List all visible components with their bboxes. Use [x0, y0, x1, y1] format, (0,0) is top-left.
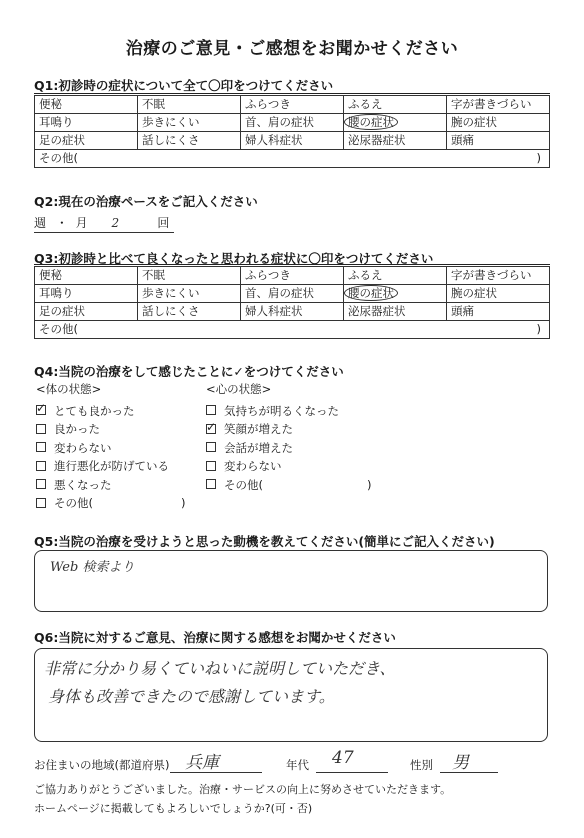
q3-cell-circled[interactable]	[344, 285, 447, 303]
q1-cell[interactable]: 頭痛	[447, 132, 550, 150]
q1-cell[interactable]: 首、肩の症状	[241, 114, 344, 132]
q4-mind-label: 変わらない	[224, 459, 282, 473]
gender-label: 性別	[410, 758, 433, 772]
q4-body-item[interactable]	[36, 402, 186, 421]
q4-body-label: 進行悪化が防げている	[54, 459, 169, 473]
q6-heading: Q6:当院に対するご意見、治療に関する感想をお聞かせください	[34, 630, 396, 645]
q3-cell[interactable]: 話しにくさ	[138, 303, 241, 321]
q1-other-close: )	[536, 151, 541, 165]
q1-cell[interactable]: 泌尿器症状	[344, 132, 447, 150]
q2-frequency-field[interactable]	[34, 214, 174, 233]
q3-cell[interactable]: ふらつき	[241, 267, 344, 285]
checkbox-icon[interactable]	[36, 442, 46, 452]
q4-mind-other-close: )	[367, 477, 372, 492]
age-underline[interactable]	[316, 772, 388, 773]
q2-count-handwritten: 2	[111, 216, 120, 230]
age-label: 年代	[286, 758, 309, 772]
q1-cell[interactable]: 不眠	[138, 96, 241, 114]
q1-rule	[34, 93, 550, 94]
page-title: 治療のご意見・ご感想をお聞かせください	[125, 39, 459, 59]
table-row	[35, 267, 550, 285]
q5-heading: Q5:当院の治療を受けようと思った動機を教えてください(簡単にご記入ください)	[34, 534, 495, 549]
q2-month: 月	[75, 216, 88, 230]
q1-cell[interactable]: 婦人科症状	[241, 132, 344, 150]
checkbox-icon[interactable]	[206, 479, 216, 489]
checkbox-icon[interactable]	[36, 479, 46, 489]
q4-heading: Q4:当院の治療をして感じたことに✓をつけてください	[34, 364, 344, 379]
q4-body-item[interactable]	[36, 494, 186, 513]
checkbox-icon[interactable]	[36, 424, 46, 434]
checkbox-icon[interactable]	[36, 461, 46, 471]
q1-cell[interactable]: 耳鳴り	[35, 114, 138, 132]
q4-mind-label: 気持ちが明るくなった	[224, 403, 339, 418]
q4-mind-title: <心の状態>	[206, 382, 272, 396]
q4-body-label: とても良かった	[54, 403, 135, 418]
q1-cell[interactable]: 腕の症状	[447, 114, 550, 132]
q3-cell[interactable]: 頭痛	[447, 303, 550, 321]
q3-circled-symptom: 腰の症状	[344, 285, 398, 301]
q4-body-label: 悪くなった	[54, 477, 112, 492]
checkbox-checked-icon[interactable]	[36, 405, 46, 415]
q4-body-label: 良かった	[54, 422, 100, 436]
checkbox-checked-icon[interactable]	[206, 424, 216, 434]
q4-body-item[interactable]	[36, 420, 186, 439]
q3-cell[interactable]: 字が書きづらい	[447, 267, 550, 285]
checkbox-icon[interactable]	[206, 461, 216, 471]
q2-heading: Q2:現在の治療ペースをご記入ください	[34, 194, 258, 209]
q4-body-item[interactable]	[36, 476, 186, 495]
q2-week: 週	[34, 216, 47, 230]
q1-cell[interactable]: 話しにくさ	[138, 132, 241, 150]
q1-cell[interactable]: 便秘	[35, 96, 138, 114]
q3-cell[interactable]: 泌尿器症状	[344, 303, 447, 321]
table-row	[35, 114, 550, 132]
q4-mind-item[interactable]	[206, 476, 372, 495]
age-value-handwritten: 47	[332, 748, 354, 768]
q4-mind-item[interactable]	[206, 420, 372, 439]
q6-answer-line1: 非常に分かり易くていねいに説明していただき、	[44, 659, 396, 678]
table-row	[35, 150, 550, 168]
q3-cell[interactable]: 婦人科症状	[241, 303, 344, 321]
q6-answer-line2: 身体も改善できたので感謝しています。	[48, 687, 335, 706]
q3-cell[interactable]: 歩きにくい	[138, 285, 241, 303]
q3-rule	[34, 264, 550, 265]
q3-cell[interactable]: 首、肩の症状	[241, 285, 344, 303]
q2-dot: ・	[55, 216, 68, 230]
q1-cell[interactable]: ふらつき	[241, 96, 344, 114]
q4-body-item[interactable]	[36, 439, 186, 458]
q3-cell[interactable]: ふるえ	[344, 267, 447, 285]
q4-mind-label: 会話が増えた	[224, 440, 293, 455]
table-row	[35, 285, 550, 303]
q3-symptom-table	[34, 266, 550, 339]
gender-value-handwritten: 男	[452, 753, 469, 773]
q1-symptom-table	[34, 95, 550, 168]
q4-body-label: その他(	[54, 496, 93, 510]
q4-body-title: <体の状態>	[36, 382, 102, 396]
q3-cell[interactable]: 不眠	[138, 267, 241, 285]
q4-mind-item[interactable]	[206, 457, 372, 476]
q3-cell[interactable]: 腕の症状	[447, 285, 550, 303]
checkbox-icon[interactable]	[36, 498, 46, 508]
q3-other-label: その他(	[39, 322, 78, 336]
table-row	[35, 321, 550, 339]
q1-cell[interactable]: 足の症状	[35, 132, 138, 150]
footer-permission: ホームページに掲載してもよろしいでしょうか?(可・否)	[34, 802, 313, 815]
table-row	[35, 303, 550, 321]
footer-thanks: ご協力ありがとうございました。治療・サービスの向上に努めさせていただきます。	[34, 783, 452, 796]
checkbox-icon[interactable]	[206, 405, 216, 415]
q4-body-label: 変わらない	[54, 440, 112, 455]
q4-body-column	[36, 380, 186, 513]
q1-circled-symptom: 腰の症状	[344, 114, 398, 130]
q3-other-close: )	[536, 322, 541, 336]
table-row	[35, 132, 550, 150]
region-underline[interactable]	[170, 772, 262, 773]
q4-body-other-close: )	[181, 496, 186, 510]
region-value-handwritten: 兵庫	[185, 753, 219, 773]
q4-mind-column	[206, 380, 372, 494]
q4-body-item[interactable]	[36, 457, 186, 476]
q1-other-field[interactable]	[35, 150, 550, 168]
q1-heading: Q1:初診時の症状について全て〇印をつけてください	[34, 78, 334, 93]
q5-answer-handwritten: Web 検索より	[50, 560, 135, 575]
gender-underline[interactable]	[440, 772, 498, 773]
q3-cell[interactable]: 足の症状	[35, 303, 138, 321]
q4-mind-label: その他(	[224, 477, 263, 492]
q1-cell[interactable]: 歩きにくい	[138, 114, 241, 132]
table-row	[35, 96, 550, 114]
region-label: お住まいの地域(都道府県)	[34, 758, 170, 772]
q1-other-label: その他(	[39, 151, 78, 165]
q2-unit: 回	[157, 216, 170, 230]
checkbox-icon[interactable]	[206, 442, 216, 452]
q1-cell[interactable]: 字が書きづらい	[447, 96, 550, 114]
q4-mind-item[interactable]	[206, 439, 372, 458]
q3-heading: Q3:初診時と比べて良くなったと思われる症状に〇印をつけてください	[34, 251, 434, 266]
q1-cell[interactable]: ふるえ	[344, 96, 447, 114]
q4-mind-item[interactable]	[206, 402, 372, 421]
q3-cell[interactable]: 耳鳴り	[35, 285, 138, 303]
q1-cell-circled[interactable]	[344, 114, 447, 132]
q3-other-field[interactable]	[35, 321, 550, 339]
q4-mind-label: 笑顔が増えた	[224, 422, 293, 436]
q3-cell[interactable]: 便秘	[35, 267, 138, 285]
